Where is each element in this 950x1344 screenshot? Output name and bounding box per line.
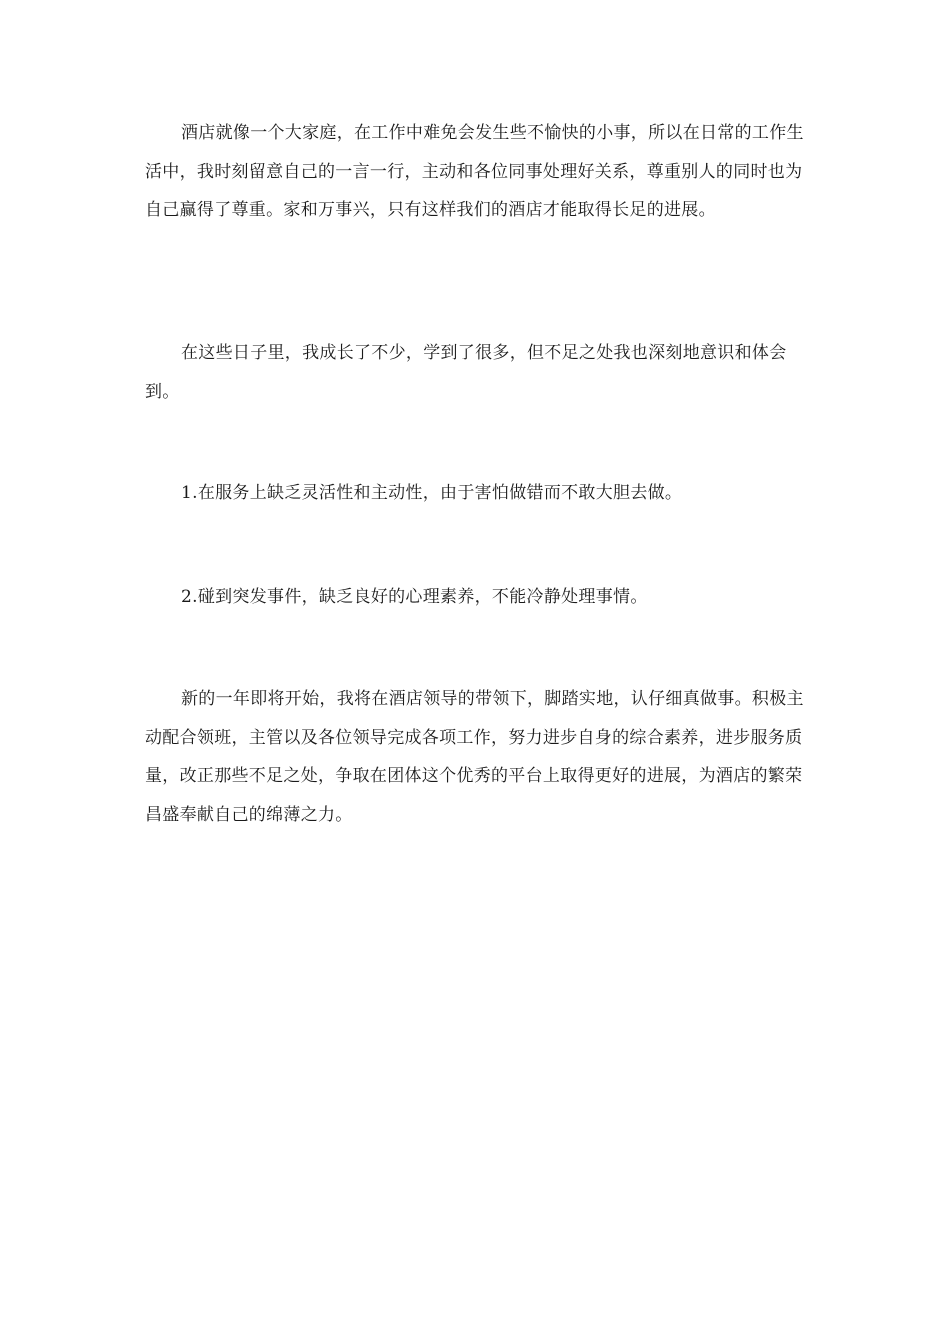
- list-item-shortcoming-1: 1.在服务上缺乏灵活性和主动性，由于害怕做错而不敢大胆去做。: [181, 483, 683, 503]
- paragraph-growth: 在这些日子里，我成长了不少，学到了很多，但不足之处我也深刻地意识和体会到。: [145, 343, 787, 402]
- paragraph-new-year-plan: 新的一年即将开始，我将在酒店领导的带领下，脚踏实地，认仔细真做事。积极主动配合领班，主管以及各位领导完成各项工作，努力进步自身的综合素养，进步服务质量，改正那些不足之处，争取在团体这个优秀的平台上取得更好的进展，为酒店的繁荣昌盛奉献自己的绵薄之力。: [145, 689, 804, 825]
- list-item-shortcoming-2: 2.碰到突发事件，缺乏良好的心理素养，不能冷静处理事情。: [181, 587, 648, 607]
- paragraph-team-harmony: 酒店就像一个大家庭，在工作中难免会发生些不愉快的小事，所以在日常的工作生活中，我时刻留意自己的一言一行，主动和各位同事处理好关系，尊重别人的同时也为自己赢得了尊重。家和万事兴，只有这样我们的酒店才能取得长足的进展。: [145, 123, 804, 220]
